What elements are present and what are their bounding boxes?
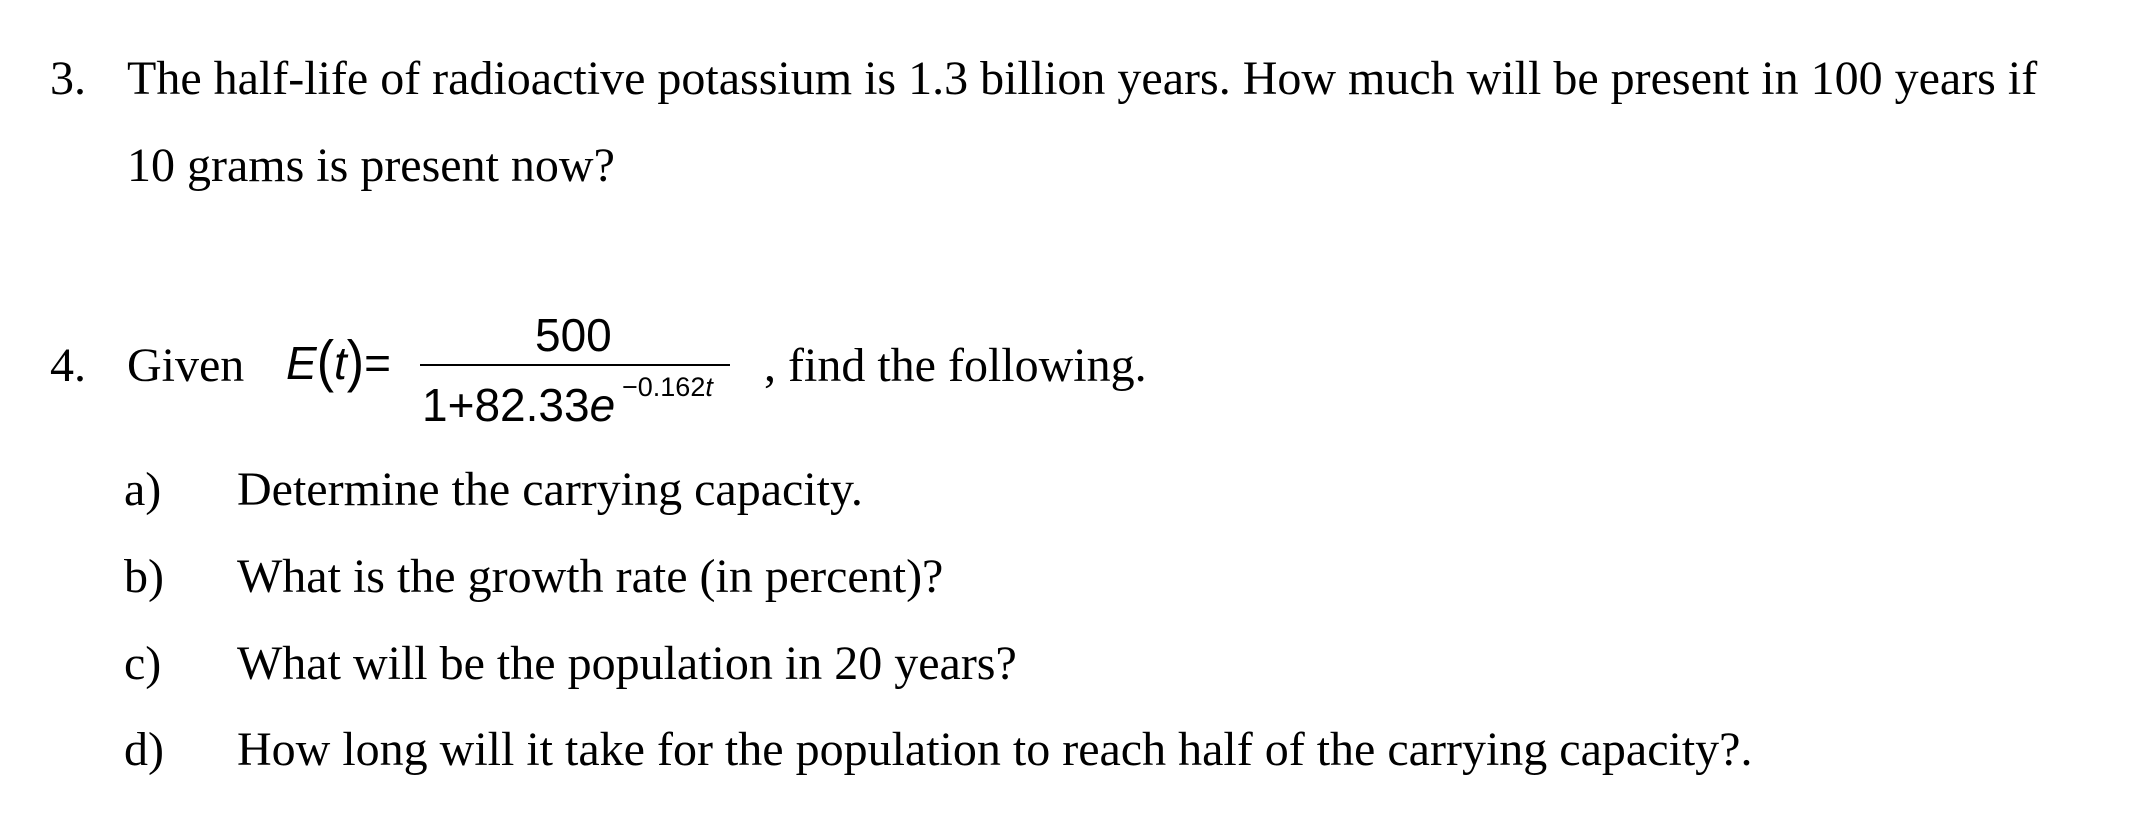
part-a-label: a) xyxy=(124,463,162,516)
formula-numerator: 500 xyxy=(535,309,612,361)
problem-3-text-line-2: 10 grams is present now? xyxy=(127,139,615,192)
problem-4-outro: , find the following. xyxy=(764,339,1147,392)
formula-function-name: E xyxy=(286,337,317,389)
problem-3-number: 3. xyxy=(50,52,86,105)
formula-exponent-value: −0.162 xyxy=(622,372,706,402)
part-c-text: What will be the population in 20 years? xyxy=(237,637,1017,690)
formula-denominator-prefix: 1+82.33 xyxy=(422,379,590,431)
part-b-label: b) xyxy=(124,550,164,603)
problem-3-text-line-1: The half-life of radioactive potassium is 1.3 billion years. How much will be present in 100 years if xyxy=(127,52,2038,105)
formula-lhs xyxy=(286,330,391,394)
formula-denominator-base: e xyxy=(589,379,616,431)
part-a-text: Determine the carrying capacity. xyxy=(237,463,863,516)
problem-4-intro: Given xyxy=(127,339,245,392)
formula-exponent-variable: t xyxy=(705,372,713,402)
formula-variable: t xyxy=(334,337,347,389)
part-b-text: What is the growth rate (in percent)? xyxy=(237,550,944,603)
formula-close-paren: ) xyxy=(346,330,365,394)
problem-4-number: 4. xyxy=(50,339,86,392)
formula-open-paren: ( xyxy=(316,330,335,394)
formula-denominator xyxy=(422,379,616,431)
formula-exponent xyxy=(622,374,713,401)
formula-equals: = xyxy=(364,337,391,389)
part-c-label: c) xyxy=(124,637,162,690)
part-d-label: d) xyxy=(124,723,164,776)
fraction-bar xyxy=(420,364,730,366)
part-d-text: How long will it take for the population to reach half of the carrying capacity?. xyxy=(237,723,1753,776)
